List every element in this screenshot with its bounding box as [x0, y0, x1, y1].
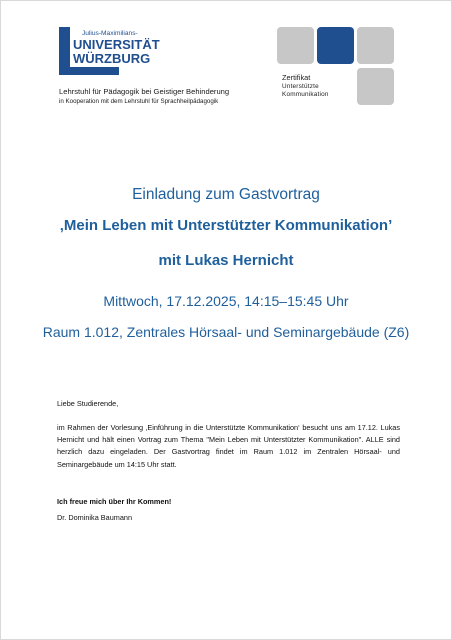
letter-signature: Dr. Dominika Baumann [57, 513, 133, 522]
certificate-square [277, 27, 314, 64]
talk-title: ‚Mein Leben mit Unterstützter Kommunikation’ [59, 217, 393, 234]
chair-line-1: Lehrstuhl für Pädagogik bei Geistiger Behinderung [59, 87, 230, 96]
logo-line-2: WÜRZBURG [73, 51, 151, 66]
letter-greeting: Liebe Studierende, [57, 399, 119, 408]
logo-top-line: Julius-Maximilians- [82, 30, 138, 37]
chair-affiliation [59, 87, 309, 107]
certificate-line-1: Zertifikat [282, 73, 311, 82]
chair-line-2: in Kooperation mit dem Lehrstuhl für Sprachheilpädagogik [59, 98, 219, 105]
certificate-line-2: Unterstützte [282, 82, 319, 90]
talk-speaker: mit Lukas Hernicht [158, 252, 294, 269]
certificate-square [357, 27, 394, 64]
event-location: Raum 1.012, Zentrales Hörsaal- und Seminargebäude (Z6) [42, 324, 410, 340]
certificate-square [357, 68, 394, 105]
event-date-time: Mittwoch, 17.12.2025, 14:15–15:45 Uhr [103, 293, 349, 309]
university-logo [59, 27, 179, 75]
certificate-square [317, 27, 354, 64]
invitation-heading: Einladung zum Gastvortrag [132, 186, 320, 203]
logo-line-1: UNIVERSITÄT [73, 37, 160, 52]
certificate-label [282, 74, 362, 100]
certificate-line-3: Kommunikation [282, 91, 329, 99]
letter-body: im Rahmen der Vorlesung ‚Einführung in die Unterstützte Kommunikation‘ besucht uns am 17.12. Lukas Hernicht und hält einen Vortrag zum Thema "Mein Leben mit Unterstützter Kommunikation". ALLE sind herzlich dazu eingeladen. Der Gastvortrag findet im Raum 1.012 im Zentralen Hörsaal- und Seminargebäude um 14:15 Uhr statt. [57, 423, 400, 469]
letter-closing: Ich freue mich über Ihr Kommen! [57, 497, 172, 506]
